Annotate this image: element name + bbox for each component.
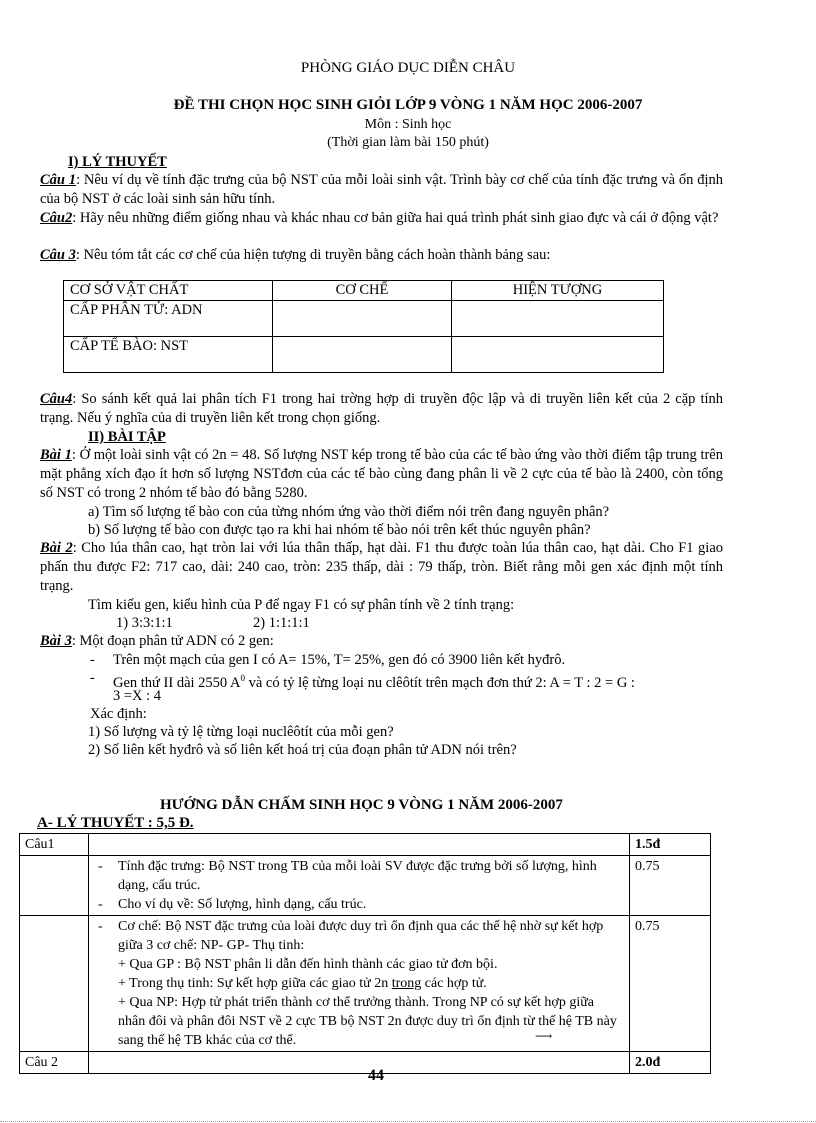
page-number: 44 bbox=[368, 1067, 384, 1084]
b2-text: : Cho lúa thân cao, hạt tròn lai với lúa thân thấp, hạt dài. F1 thu được toàn lúa thân cao, hạt dài. Cho F1 giao phấn thu được F2: 717 cao, dài: 240 cao, tròn: 235 thấp, dài : 79 thấp, tròn. Biết rằng mỗi gen xác định một tính trạng. bbox=[40, 540, 724, 594]
grading-score: 0.75 bbox=[630, 916, 711, 1052]
b1-part-a: a) Tìm số lượng tế bào con của từng nhóm ứng vào thời điểm nói trên đang nguyên phân? bbox=[88, 504, 610, 520]
q4-text: : So sánh kết quả lai phân tích F1 trong hai trờng hợp di truyền độc lập và di truyền liên kết của 2 cặp tính trạng. Nếu ý nghĩa của di truyền liên kết trong chọn giống. bbox=[40, 391, 723, 426]
grading-point: - Cơ chế: Bộ NST đặc trưng của loài được duy trì ổn định qua các thế hệ nhờ sự kết hợp giữa 3 cơ chế: NP- GP- Thụ tinh: bbox=[118, 917, 624, 955]
table-header: CƠ SỞ VẬT CHẤT bbox=[64, 281, 273, 301]
b3-data-1: Trên một mạch của gen I có A= 15%, T= 25%, gen đó có 3900 liên kết hyđrô. bbox=[113, 652, 566, 668]
table-header: HIỆN TƯỢNG bbox=[452, 281, 664, 301]
q3-text: : Nêu tóm tắt các cơ chế của hiện tượng di truyền bằng cách hoàn thành bảng sau: bbox=[75, 247, 551, 263]
grading-cell bbox=[20, 856, 89, 916]
b2-ratio-1: 1) 3:3:1:1 bbox=[116, 615, 173, 631]
table-cell: CẤP TẾ BÀO: NST bbox=[64, 337, 273, 373]
b3-q2: 2) Số liên kết hyđrô và số liên kết hoá trị của đoạn phân tử ADN nói trên? bbox=[88, 742, 517, 758]
grading-subpoint: + Qua GP : Bộ NST phân li dẫn đến hình thành các giao tử đơn bội. bbox=[118, 957, 498, 972]
exercise-heading: II) BÀI TẬP bbox=[88, 429, 166, 445]
b1-label: Bài 1 bbox=[40, 447, 72, 463]
b3-text: : Một đoạn phân tử ADN có 2 gen: bbox=[71, 633, 274, 649]
question-4 bbox=[40, 390, 723, 428]
exercise-3 bbox=[40, 632, 274, 651]
grading-subpoint: + Trong thụ tinh: Sự kết hợp giữa các giao tử 2n trong các hợp tử. bbox=[118, 976, 487, 991]
grading-score: 0.75 bbox=[630, 856, 711, 916]
q4-label: Câu4 bbox=[40, 391, 73, 407]
grading-subpoint: + Qua NP: Hợp tử phát triển thành cơ thể trưởng thành. Trong NP có sự kết hợp giữa nhân đôi và phân đôi NST về 2 cực TB bộ NST 2n được duy trì ổn định từ thế hệ TB này sang thế hệ TB khác của cơ thể. ⟶ bbox=[118, 995, 617, 1048]
q3-label: Câu 3 bbox=[40, 247, 76, 263]
guide-section: A- LÝ THUYẾT : 5,5 Đ. bbox=[37, 815, 194, 831]
q1-label: Câu 1 bbox=[40, 172, 77, 188]
exercise-2 bbox=[40, 539, 723, 596]
guide-title: HƯỚNG DẪN CHẤM SINH HỌC 9 VÒNG 1 NĂM 2006-2007 bbox=[160, 797, 563, 813]
q2-label: Câu2 bbox=[40, 210, 73, 226]
grading-table bbox=[19, 833, 711, 1074]
q1-text: : Nêu ví dụ về tính đặc trưng của bộ NST của mỗi loài sinh vật. Trình bày cơ chế của tính đặc trưng và ổn định của bộ NST ở các loài sinh sản hữu tính. bbox=[40, 172, 723, 207]
exam-subject: Môn : Sinh học bbox=[364, 117, 452, 132]
b2-question: Tìm kiểu gen, kiểu hình của P để ngay F1 có sự phân tính về 2 tính trạng: bbox=[88, 597, 515, 613]
question-3 bbox=[40, 246, 723, 265]
table-cell bbox=[273, 337, 452, 373]
b1-text: : Ở một loài sinh vật có 2n = 48. Số lượng NST kép trong tế bào của các tế bào ứng vào thời điểm tập trung trên mặt phẳng xích đạo ít hơn số lượng NSTđơn của các tế bào cùng đang phân li về 2 cực của tế bào là 2400, còn tổng số NST có trong 2 nhóm tế bào đó bằng 5280. bbox=[40, 447, 723, 501]
b3-d2-sup: 0 bbox=[240, 673, 245, 683]
grading-point: - Cho ví dụ về: Số lượng, hình dạng, cấu trúc. bbox=[118, 895, 624, 914]
b3-q1: 1) Số lượng và tỷ lệ từng loại nuclêôtít của mỗi gen? bbox=[88, 724, 394, 740]
grading-cell bbox=[89, 834, 630, 856]
grading-cell bbox=[89, 1052, 630, 1074]
exercise-1 bbox=[40, 446, 723, 503]
b1-part-b: b) Số lượng tế bào con được tạo ra khi hai nhóm tế bào nói trên kết thúc nguyên phân? bbox=[88, 522, 591, 538]
grading-cell: Câu 2 bbox=[20, 1052, 89, 1074]
grading-cell: Câu1 bbox=[20, 834, 89, 856]
org-name: PHÒNG GIÁO DỤC DIỄN CHÂU bbox=[300, 60, 516, 76]
b3-data-2 bbox=[113, 669, 635, 693]
b3-dash: - bbox=[90, 652, 95, 668]
b3-data-2c: 3 =X : 4 bbox=[113, 688, 162, 704]
theory-heading: I) LÝ THUYẾT bbox=[68, 154, 167, 170]
arrow-right-icon: ⟶ bbox=[535, 1029, 553, 1043]
exam-time: (Thời gian làm bài 150 phút) bbox=[327, 135, 489, 150]
b3-d2a: Gen thứ II dài 2550 A bbox=[113, 674, 241, 691]
exam-title: ĐỀ THI CHỌN HỌC SINH GIỎI LỚP 9 VÒNG 1 NĂM HỌC 2006-2007 bbox=[173, 97, 643, 113]
b3-label: Bài 3 bbox=[40, 633, 72, 649]
grading-cell bbox=[89, 916, 630, 1052]
grading-score: 1.5đ bbox=[630, 834, 711, 856]
b3-determine: Xác định: bbox=[90, 706, 147, 722]
q2-text: : Hãy nêu những điểm giống nhau và khác nhau cơ bản giữa hai quá trình phát sinh giao đực và cái ở động vật? bbox=[72, 210, 719, 226]
table-cell bbox=[452, 337, 664, 373]
page-border bbox=[0, 1121, 816, 1122]
grading-score: 2.0đ bbox=[630, 1052, 711, 1074]
question-2 bbox=[40, 209, 723, 228]
mechanism-table bbox=[63, 280, 664, 373]
grading-point: - Tính đặc trưng: Bộ NST trong TB của mỗi loài SV được đặc trưng bởi số lượng, hình dạng, cấu trúc. bbox=[118, 857, 624, 895]
b3-d2b: và có tỷ lệ từng loại nu clêôtít trên mạch đơn thứ 2: A = T : 2 = G : bbox=[244, 674, 635, 691]
b3-dash: - bbox=[90, 670, 95, 686]
table-header: CƠ CHẾ bbox=[273, 281, 452, 301]
table-cell: CẤP PHÂN TỬ: ADN bbox=[64, 301, 273, 337]
table-cell bbox=[273, 301, 452, 337]
question-1 bbox=[40, 171, 723, 209]
grading-cell bbox=[89, 856, 630, 916]
b2-ratio-2: 2) 1:1:1:1 bbox=[253, 615, 310, 631]
table-cell bbox=[452, 301, 664, 337]
b2-label: Bài 2 bbox=[40, 540, 73, 556]
grading-cell bbox=[20, 916, 89, 1052]
